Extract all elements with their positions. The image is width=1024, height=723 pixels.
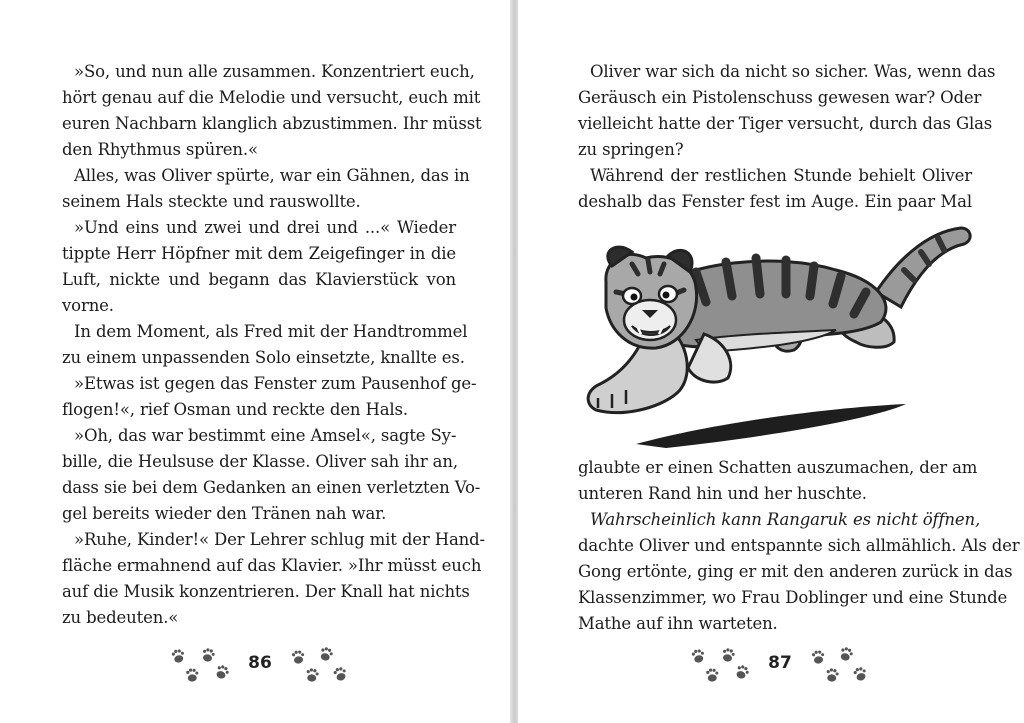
text-line: Mathe auf ihn warteten.: [578, 614, 778, 633]
text-line: vielleicht hatte der Tiger versucht, durch das Glas: [578, 114, 993, 133]
text-line: »So, und nun alle zusammen. Konzentriert euch,: [74, 62, 475, 81]
text-line: Während der restlichen Stunde behielt Oliver: [590, 166, 972, 185]
right-page-text-bottom: [578, 455, 1020, 637]
text-line: Gong ertönte, ging er mit den anderen zurück in das: [578, 562, 1013, 581]
text-line: bille, die Heulsuse der Klasse. Oliver sah ihr an,: [62, 452, 458, 471]
text-line: Klassenzimmer, wo Frau Doblinger und eine Stunde: [578, 588, 1008, 607]
text-line: Oliver war sich da nicht so sicher. Was, wenn das: [590, 62, 996, 81]
text-line: Alles, was Oliver spürte, war ein Gähnen, das in: [74, 166, 470, 185]
text-line: In dem Moment, als Fred mit der Handtrommel: [74, 322, 468, 341]
text-line: dachte Oliver und entspannte sich allmählich. Als der: [578, 536, 1020, 555]
text-line: flogen!«, rief Osman und reckte den Hals.: [62, 400, 408, 419]
text-line: deshalb das Fenster fest im Auge. Ein paar Mal: [578, 192, 972, 211]
text-line: »Etwas ist gegen das Fenster zum Pausenhof ge-: [74, 374, 477, 393]
left-page-text: [62, 59, 485, 631]
text-line: tippte Herr Höpfner mit dem Zeigefinger in die: [62, 244, 456, 263]
text-line: zu bedeuten.«: [62, 608, 179, 627]
text-line: unteren Rand hin und her huschte.: [578, 484, 867, 503]
text-line: zu einem unpassenden Solo einsetzte, knallte es.: [62, 348, 465, 367]
text-line: hört genau auf die Melodie und versucht, euch mit: [62, 88, 481, 107]
text-line: gel bereits wieder den Tränen nah war.: [62, 504, 387, 523]
italic-line: Wahrscheinlich kann Rangaruk es nicht öffnen,: [590, 510, 981, 529]
text-line: vorne.: [62, 296, 114, 315]
page-footer: [164, 644, 354, 688]
right-page-text-top: [578, 59, 996, 215]
text-line: fläche ermahnend auf das Klavier. »Ihr müsst euch: [62, 556, 482, 575]
text-line: auf die Musik konzentrieren. Der Knall hat nichts: [62, 582, 470, 601]
text-line: zu springen?: [578, 140, 684, 159]
tiger-illustration: [576, 222, 976, 448]
text-line: dass sie bei dem Gedanken an einen verletzten Vo-: [62, 478, 481, 497]
text-line: »Ruhe, Kinder!« Der Lehrer schlug mit der Hand-: [74, 530, 485, 549]
text-line: »Oh, das war bestimmt eine Amsel«, sagte Sy-: [74, 426, 457, 445]
text-line: seinem Hals steckte und rauswollte.: [62, 192, 361, 211]
text-line: euren Nachbarn klanglich abzustimmen. Ihr müsst: [62, 114, 482, 133]
text-line: den Rhythmus spüren.«: [62, 140, 258, 159]
text-line: Luft, nickte und begann das Klavierstück von: [62, 270, 456, 289]
page-number: 86: [248, 653, 272, 673]
page-footer: [684, 644, 874, 688]
text-line: »Und eins und zwei und drei und ...« Wieder: [74, 218, 456, 237]
text-line: Geräusch ein Pistolenschuss gewesen war? Oder: [578, 88, 982, 107]
page-number: 87: [768, 653, 792, 673]
right-page: [518, 0, 1024, 723]
text-line: glaubte er einen Schatten auszumachen, der am: [578, 458, 978, 477]
